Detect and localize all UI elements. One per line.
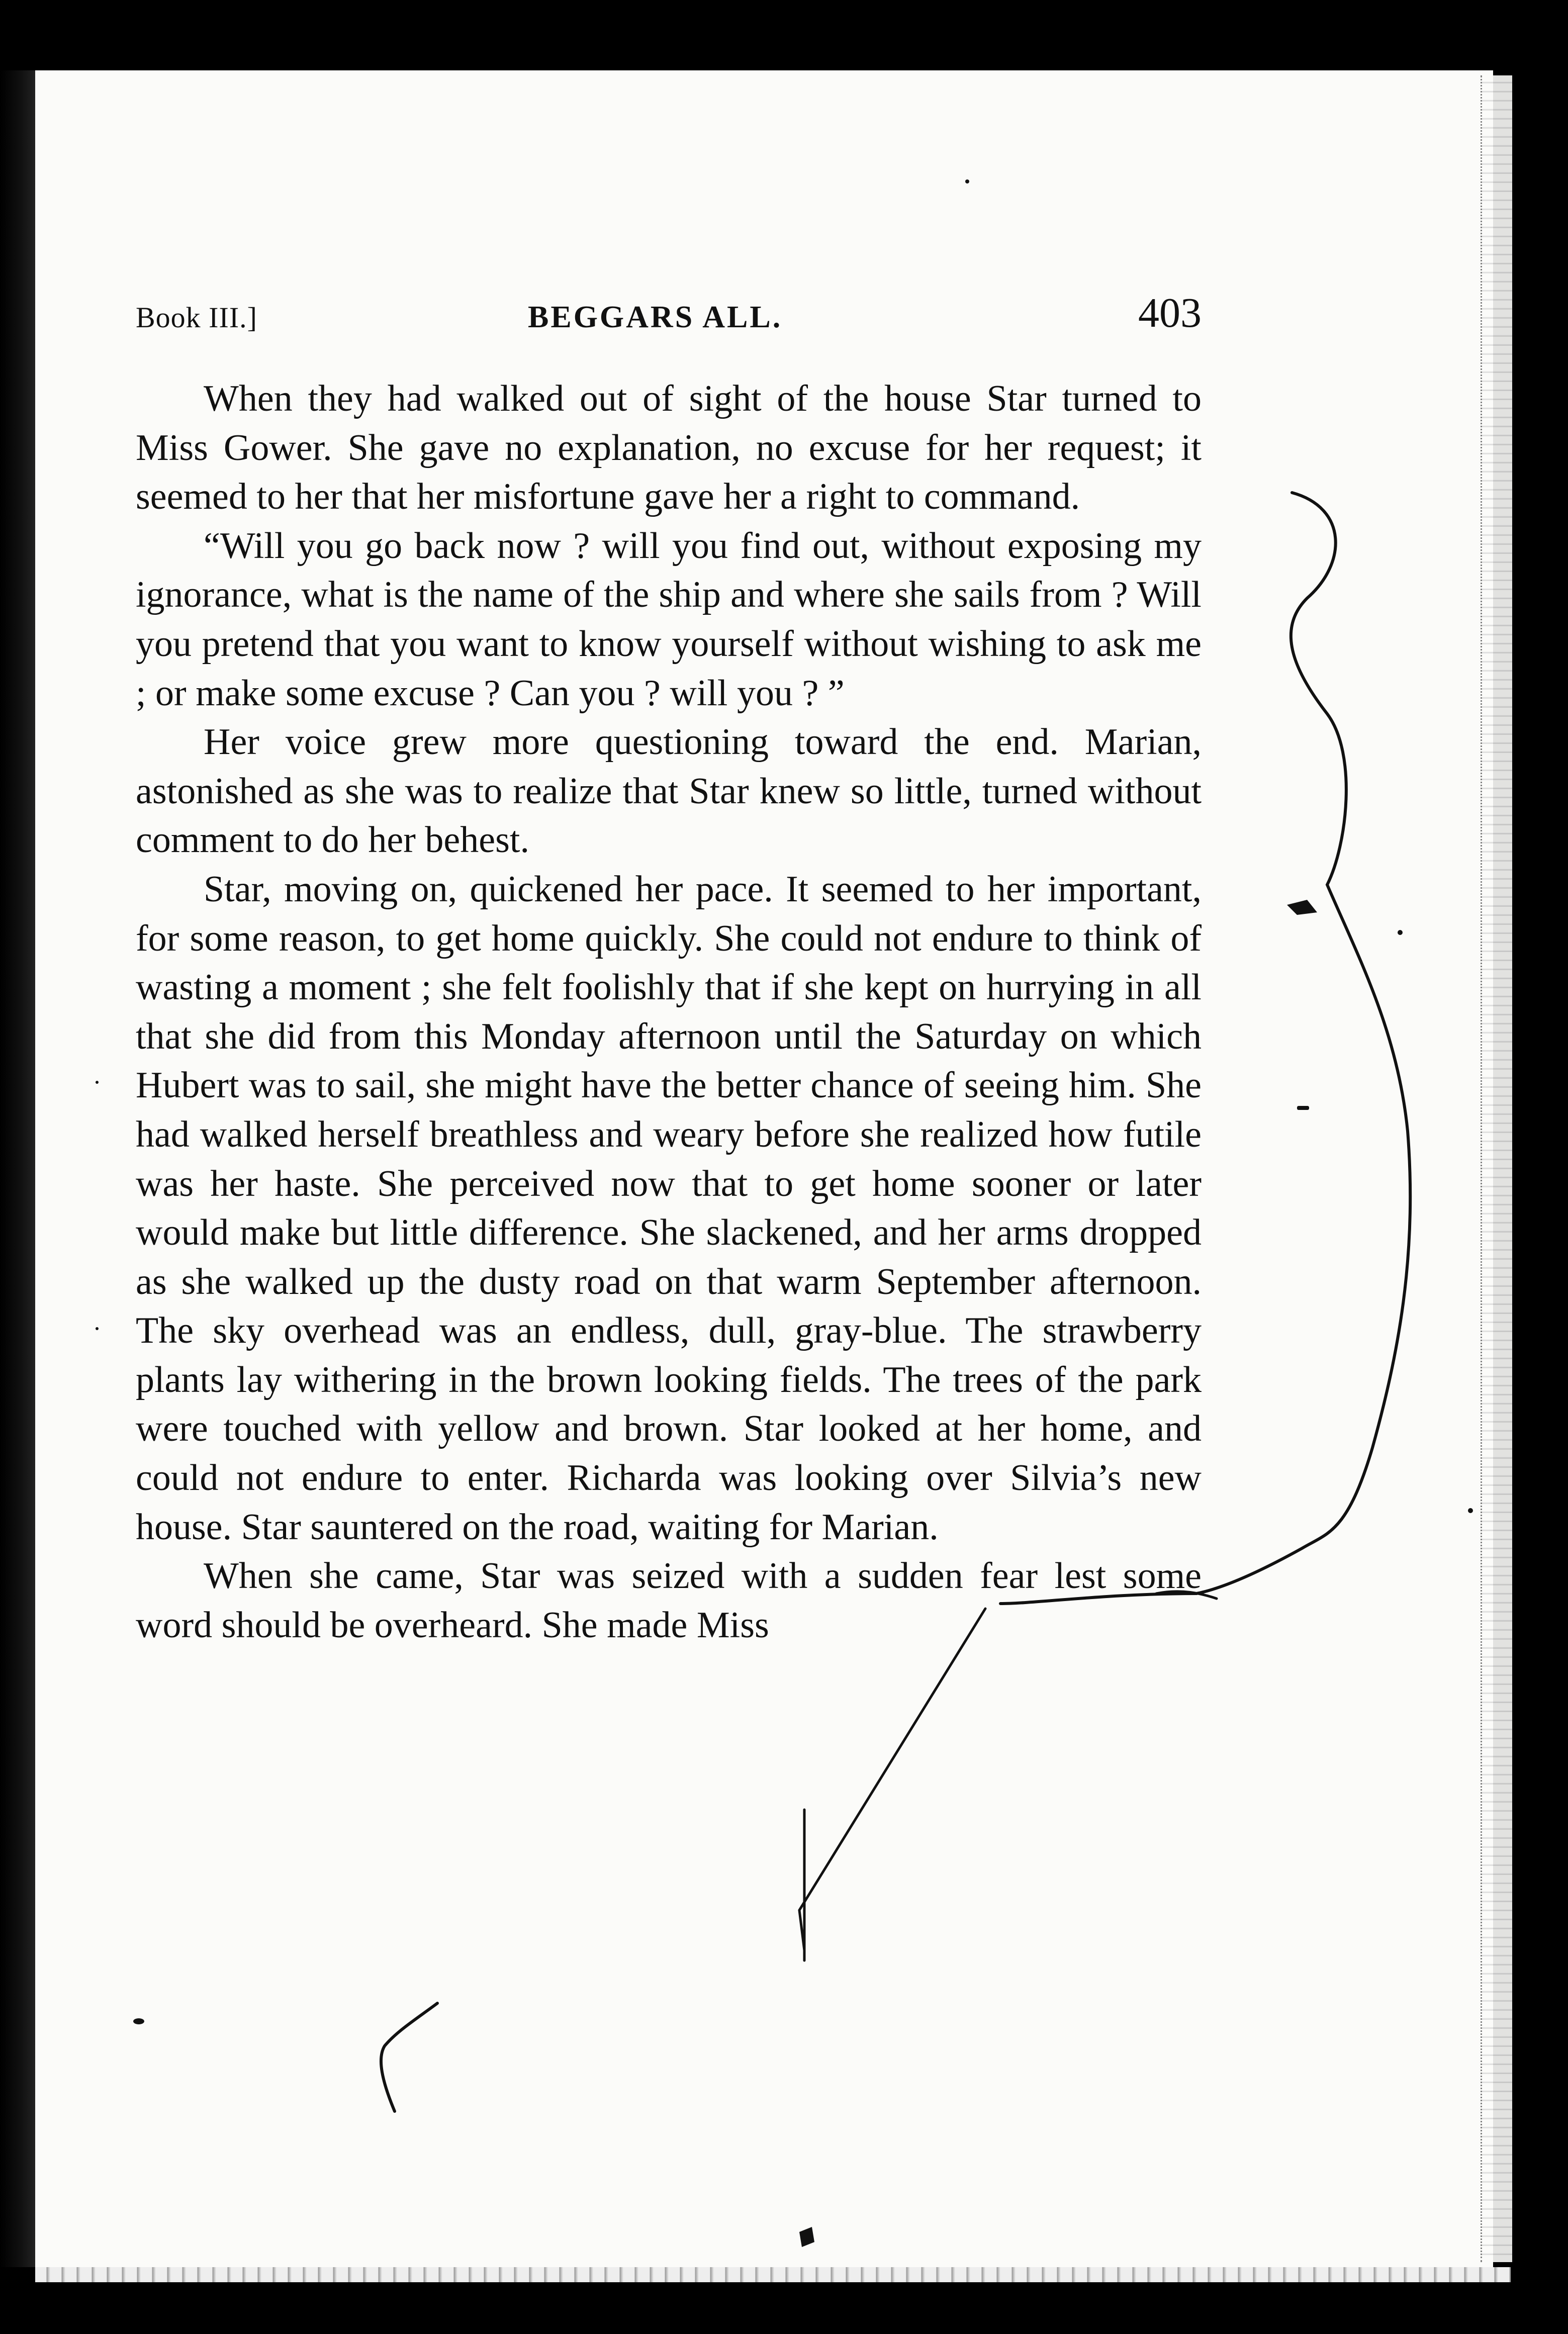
header-book-label: Book III.] — [136, 301, 257, 334]
page-number: 403 — [1138, 290, 1202, 336]
paragraph-3: Her voice grew more questioning toward the end. Marian, astonished as she was to realize that Star knew so little, turned without comment to do her behest. — [136, 721, 1202, 861]
paragraph-2: “Will you go back now ? will you find out, without exposing my ignorance, what is the name of the ship and where she sails from ? Will you pretend that you want to know yourself without wishing to ask me ; or make some excuse ? Can you ? will you ? ” — [136, 525, 1202, 714]
page-left-shadow — [0, 70, 35, 2267]
speck-2 — [1398, 930, 1403, 935]
paragraph-4: Star, moving on, quickened her pace. It seemed to her important, for some reason, to get home quickly. She could not endure to think of wasting a moment ; she felt foolishly that if she kept on hurrying in all that she did from this Monday afternoon until the Saturday on which Hubert was to sail, she might have the better chance of seeing him. She had walked herself breathless and weary before she realized how futile was her haste. She perceived now that to get home sooner or later would make but little difference. She slackened, and her arms dropped as she walked up the dusty road on that warm September afternoon. The sky overhead was an endless, dull, gray-blue. The strawberry plants lay withering in the brown looking fields. The trees of the park were touched with yellow and brown. Star looked at her home, and could not endure to enter. Richarda was looking over Silvia’s new house. Star sauntered on the road, waiting for Marian. — [136, 868, 1202, 1548]
speck-5 — [133, 2018, 144, 2024]
header-title: BEGGARS ALL. — [528, 300, 783, 334]
page-bottom-edge — [35, 2267, 1511, 2282]
speck-6 — [96, 1081, 99, 1084]
speck-1 — [965, 179, 969, 183]
speck-4 — [1468, 1508, 1473, 1513]
page-right-edge — [1481, 75, 1512, 2262]
paragraph-1: When they had walked out of sight of the house Star turned to Miss Gower. She gave no explanation, no excuse for her request; it seemed to her that her misfortune gave her a right to command. — [136, 378, 1202, 518]
paragraph-5: When she came, Star was seized with a sudden fear lest some word should be overheard. She made Miss — [136, 1555, 1202, 1646]
speck-3 — [1297, 1106, 1309, 1110]
body-text — [136, 375, 1202, 1650]
running-header — [136, 292, 1202, 347]
speck-7 — [96, 1327, 99, 1330]
